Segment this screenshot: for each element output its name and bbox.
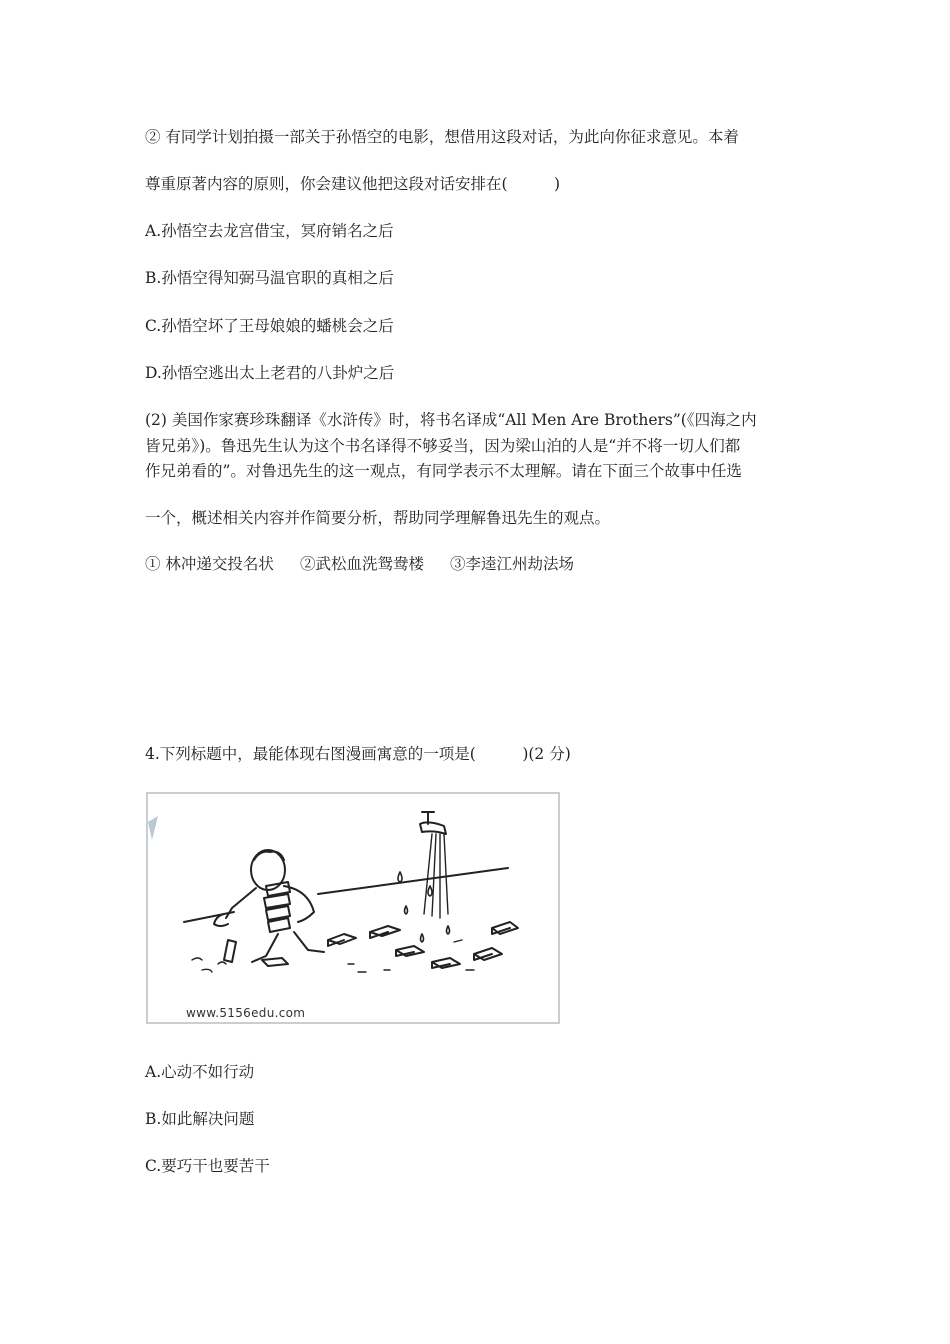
man-right-leg <box>294 932 324 952</box>
q4-option-a: A.心动不如行动 <box>145 1063 255 1081</box>
q4-prompt: 4.下列标题中，最能体现右图漫画寓意的一项是( )(2 分) <box>145 745 571 763</box>
brick-1 <box>328 934 356 946</box>
q4-option-c: C.要巧干也要苦干 <box>145 1157 270 1175</box>
q3-option-a: A.孙悟空去龙宫借宝，冥府销名之后 <box>145 222 394 240</box>
story-choices <box>145 552 574 576</box>
brick-7 <box>262 958 288 966</box>
story-choice-1: ① 林冲递交投名状 <box>145 555 274 573</box>
q3-part2-line-2: 皆兄弟》)。鲁迅先生认为这个书名译得不够妥当，因为梁山泊的人是“并不将一切人们都 <box>145 437 741 455</box>
q3-option-d: D.孙悟空逃出太上老君的八卦炉之后 <box>145 364 395 382</box>
brick-5 <box>474 948 502 960</box>
q3-option-c: C.孙悟空坏了王母娘娘的蟠桃会之后 <box>145 317 394 335</box>
brick-3 <box>396 946 424 956</box>
q3-part2-line-4: 一个，概述相关内容并作简要分析，帮助同学理解鲁迅先生的观点。 <box>145 509 611 527</box>
q4-option-b: B.如此解决问题 <box>145 1110 255 1128</box>
cartoon-watermark: www.5156edu.com <box>186 1006 306 1020</box>
falling-brick <box>224 940 236 962</box>
q3-part1-line-1: ② 有同学计划拍摄一部关于孙悟空的电影，想借用这段对话，为此向你征求意见。本着 <box>145 128 739 146</box>
story-choice-3: ③李逵江州劫法场 <box>449 555 574 573</box>
q3-part2-line-1: (2) 美国作家赛珍珠翻译《水浒传》时，将书名译成“All Men Are Brothers”(《四海之内 <box>145 411 757 429</box>
story-choice-2: ②武松血洗鸳鸯楼 <box>299 555 424 573</box>
brick-4 <box>432 958 460 968</box>
q3-option-b: B.孙悟空得知弼马温官职的真相之后 <box>145 269 394 287</box>
brick-2 <box>370 926 400 938</box>
q3-part2-line-3: 作兄弟看的”。对鲁迅先生的这一观点，有同学表示不太理解。请在下面三个故事中任选 <box>145 462 742 480</box>
cartoon-image <box>146 792 560 1024</box>
cartoon-drawing <box>148 794 558 1022</box>
brick-6 <box>492 922 518 934</box>
q3-part1-line-2: 尊重原著内容的原则，你会建议他把这段对话安排在( ) <box>145 175 561 193</box>
ground-line-right <box>318 868 508 894</box>
corner-mark <box>148 816 158 840</box>
faucet-icon <box>420 822 446 834</box>
